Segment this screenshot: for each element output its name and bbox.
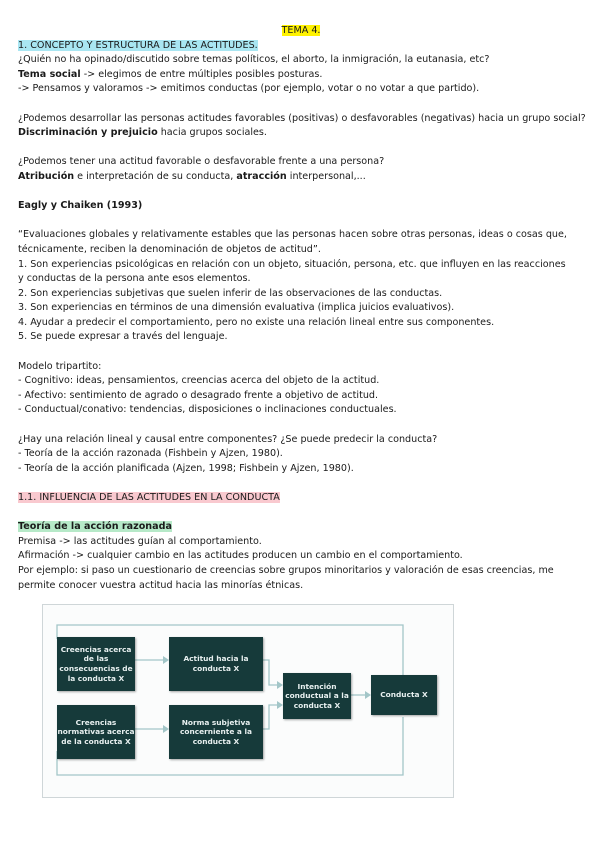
question-grupo-social: ¿Podemos desarrollar las personas actitudes favorables (positivas) o desfavorables (negativas) hacia un grupo social? bbox=[18, 112, 586, 124]
box-norma-subjetiva bbox=[169, 705, 263, 759]
point-4: 4. Ayudar a predecir el comportamiento, pero no existe una relación lineal entre sus componentes. bbox=[18, 316, 495, 328]
atraccion-term: atracción bbox=[236, 170, 287, 182]
box-creencias-normativas-label: Creencias normativas acerca de la conducta X bbox=[57, 717, 135, 746]
pensamos-line: -> Pensamos y valoramos -> emitimos conductas (por ejemplo, votar o no votar a que partido). bbox=[18, 83, 480, 95]
teoria-planificada-item: - Teoría de la acción planificada (Ajzen, 1998; Fishbein y Ajzen, 1980). bbox=[18, 462, 354, 474]
point-3: 3. Son experiencias en términos de una dimensión evaluativa (implica juicios evaluativos). bbox=[18, 302, 455, 314]
box-intencion-label: Intención conductual a la conducta X bbox=[285, 681, 349, 710]
premisa-line: Premisa -> las actitudes guían al comportamiento. bbox=[18, 535, 262, 547]
atribucion-text: e interpretación de su conducta, bbox=[74, 170, 237, 182]
modelo-title: Modelo tripartito: bbox=[18, 360, 102, 372]
atraccion-text: interpersonal,... bbox=[286, 170, 366, 182]
box-creencias-consecuencias-label: Creencias acerca de las consecuencias de la conducta X bbox=[59, 644, 133, 683]
eagly-chaiken-heading: Eagly y Chaiken (1993) bbox=[18, 200, 143, 212]
tema-social-text: -> elegimos de entre múltiples posibles posturas. bbox=[80, 68, 323, 80]
box-intencion bbox=[283, 673, 351, 719]
modelo-conductual: - Conductual/conativo: tendencias, disposiciones o inclinaciones conductuales. bbox=[18, 404, 397, 416]
atribucion-line bbox=[18, 170, 584, 185]
modelo-afectivo: - Afectivo: sentimiento de agrado o desagrado frente a objetivo de actitud. bbox=[18, 389, 379, 401]
question-persona: ¿Podemos tener una actitud favorable o desfavorable frente a una persona? bbox=[18, 156, 385, 168]
section-1-heading-row bbox=[18, 39, 584, 54]
point-5: 5. Se puede expresar a través del lenguaje. bbox=[18, 331, 228, 343]
discriminacion-text: hacia grupos sociales. bbox=[157, 127, 267, 139]
tema-social-term: Tema social bbox=[18, 68, 81, 80]
section-1-heading: 1. CONCEPTO Y ESTRUCTURA DE LAS ACTITUDES. bbox=[18, 39, 258, 51]
relacion-question: ¿Hay una relación lineal y causal entre componentes? ¿Se puede predecir la conducta? bbox=[18, 433, 438, 445]
point-2: 2. Son experiencias subjetivas que suelen inferir de las observaciones de las conductas. bbox=[18, 287, 443, 299]
box-norma-subjetiva-label: Norma subjetiva concerniente a la conducta X bbox=[179, 717, 253, 746]
tema-social-line bbox=[18, 68, 584, 83]
box-conducta-label: Conducta X bbox=[380, 690, 428, 700]
box-actitud-label: Actitud hacia la conducta X bbox=[183, 654, 249, 673]
accion-razonada-diagram bbox=[42, 604, 454, 798]
teoria-heading: Teoría de la acción razonada bbox=[18, 521, 172, 533]
definition-quote-1: “Evaluaciones globales y relativamente estables que las personas hacen sobre otras personas, ideas o cosas que, bbox=[18, 229, 567, 241]
box-creencias-normativas bbox=[57, 705, 135, 759]
point-1a: 1. Son experiencias psicológicas en relación con un objeto, situación, persona, etc. que influyen en las reacciones bbox=[18, 258, 566, 270]
teoria-heading-row bbox=[18, 520, 584, 535]
ejemplo-line-1: Por ejemplo: si paso un cuestionario de creencias sobre grupos minoritarios y valoración de esas creencias, me bbox=[18, 564, 554, 576]
document-page bbox=[18, 24, 584, 593]
section-1-1-heading-row bbox=[18, 491, 584, 506]
discriminacion-term: Discriminación y prejuicio bbox=[18, 127, 158, 139]
question-opinado: ¿Quién no ha opinado/discutido sobre temas políticos, el aborto, la inmigración, la eutanasia, etc? bbox=[18, 54, 490, 66]
box-conducta bbox=[371, 675, 437, 715]
point-1b: y conductas de la persona ante esos elementos. bbox=[18, 273, 251, 285]
teoria-razonada-item: - Teoría de la acción razonada (Fishbein y Ajzen, 1980). bbox=[18, 448, 283, 460]
box-creencias-consecuencias bbox=[57, 637, 135, 691]
section-1-1-heading: 1.1. INFLUENCIA DE LAS ACTITUDES EN LA CONDUCTA bbox=[18, 492, 280, 503]
tema-heading-row bbox=[18, 24, 584, 39]
arrow-norma-intencion bbox=[263, 705, 277, 729]
box-actitud bbox=[169, 637, 263, 691]
definition-quote-2: técnicamente, reciben la denominación de objetos de actitud”. bbox=[18, 243, 321, 255]
atribucion-term: Atribución bbox=[18, 170, 75, 182]
modelo-cognitivo: - Cognitivo: ideas, pensamientos, creencias acerca del objeto de la actitud. bbox=[18, 375, 380, 387]
discriminacion-line bbox=[18, 126, 584, 141]
tema-heading: TEMA 4. bbox=[281, 25, 321, 36]
ejemplo-line-2: permite conocer vuestra actitud hacia las minorías étnicas. bbox=[18, 579, 304, 591]
arrow-actitud-intencion bbox=[263, 660, 277, 685]
afirmacion-line: Afirmación -> cualquier cambio en las actitudes producen un cambio en el comportamiento. bbox=[18, 550, 463, 562]
